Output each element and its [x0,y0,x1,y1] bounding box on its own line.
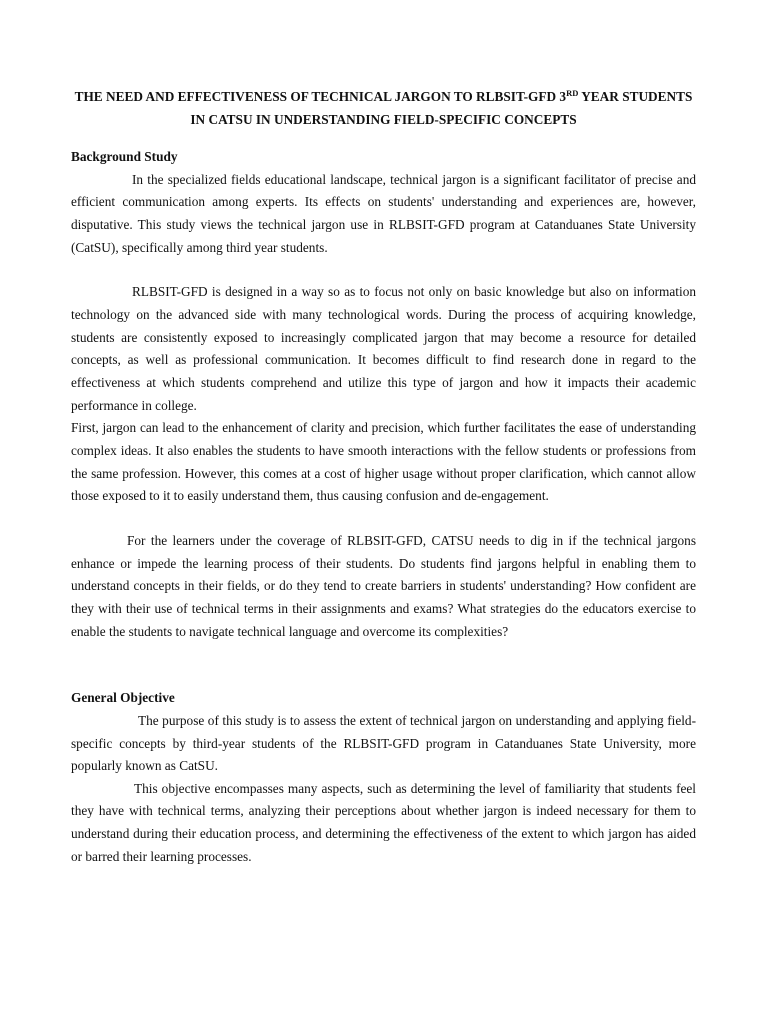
document-page [71,86,696,868]
section-general-objective [71,687,696,868]
section-heading-background: Background Study [71,149,178,165]
section-background-study [71,146,696,643]
title-text-rest: YEAR STUDENTS IN CATSU IN UNDERSTANDING FIELD-SPECIFIC CONCEPTS [190,89,693,127]
document-title [71,86,696,131]
spacer [71,259,696,281]
section-heading-general-objective: General Objective [71,690,175,706]
objective-paragraph-1: The purpose of this study is to assess the extent of technical jargon on understanding and applying field-specific concepts by third-year students of the RLBSIT-GFD program in Catanduanes State University, more popularly known as CatSU. [71,712,696,774]
background-paragraph-2: RLBSIT-GFD is designed in a way so as to focus not only on basic knowledge but also on information technology on the advanced side with many technological words. During the process of acquiring knowledge, students are consistently exposed to increasingly complicated jargon that may become a resource for detailed concepts, as well as professional communication. It becomes difficult to find research done in regard to the effectiveness at which students comprehend and utilize this type of jargon and how it impacts their academic performance in college. [71,284,696,413]
background-paragraph-4: For the learners under the coverage of RLBSIT-GFD, CATSU needs to dig in if the technical jargons enhance or impede the learning process of their students. Do students find jargons helpful in enabling them to understand concepts in their fields, or do they tend to create barriers in students' understanding? How confident are they with their use of technical terms in their assignments and exams? What strategies do the educators exercise to enable the students to navigate technical language and overcome its complexities? [71,532,696,639]
title-superscript: RD [566,88,579,98]
spacer [71,643,696,687]
background-paragraph-1: In the specialized fields educational landscape, technical jargon is a significant facilitator of precise and efficient communication among experts. Its effects on students' understanding and experiences are, however, disputative. This study views the technical jargon use in RLBSIT-GFD program at Catanduanes State University (CatSU), specifically among third year students. [71,171,696,255]
title-text-main: THE NEED AND EFFECTIVENESS OF TECHNICAL JARGON TO RLBSIT-GFD 3 [74,89,567,104]
spacer [71,131,696,146]
spacer [71,508,696,530]
objective-paragraph-2: This objective encompasses many aspects, such as determining the level of familiarity that students feel they have with technical terms, analyzing their perceptions about whether jargon is indeed necessary for them to understand during their education process, and determining the effectiveness of the extent to which jargon has aided or barred their learning processes. [71,780,696,864]
background-paragraph-3: First, jargon can lead to the enhancement of clarity and precision, which further facilitates the ease of understanding complex ideas. It also enables the students to have smooth interactions with the fellow students or professions from the same profession. However, this comes at a cost of higher usage without proper clarification, which cannot allow those exposed to it to easily understand them, thus causing confusion and de-engagement. [71,420,696,504]
